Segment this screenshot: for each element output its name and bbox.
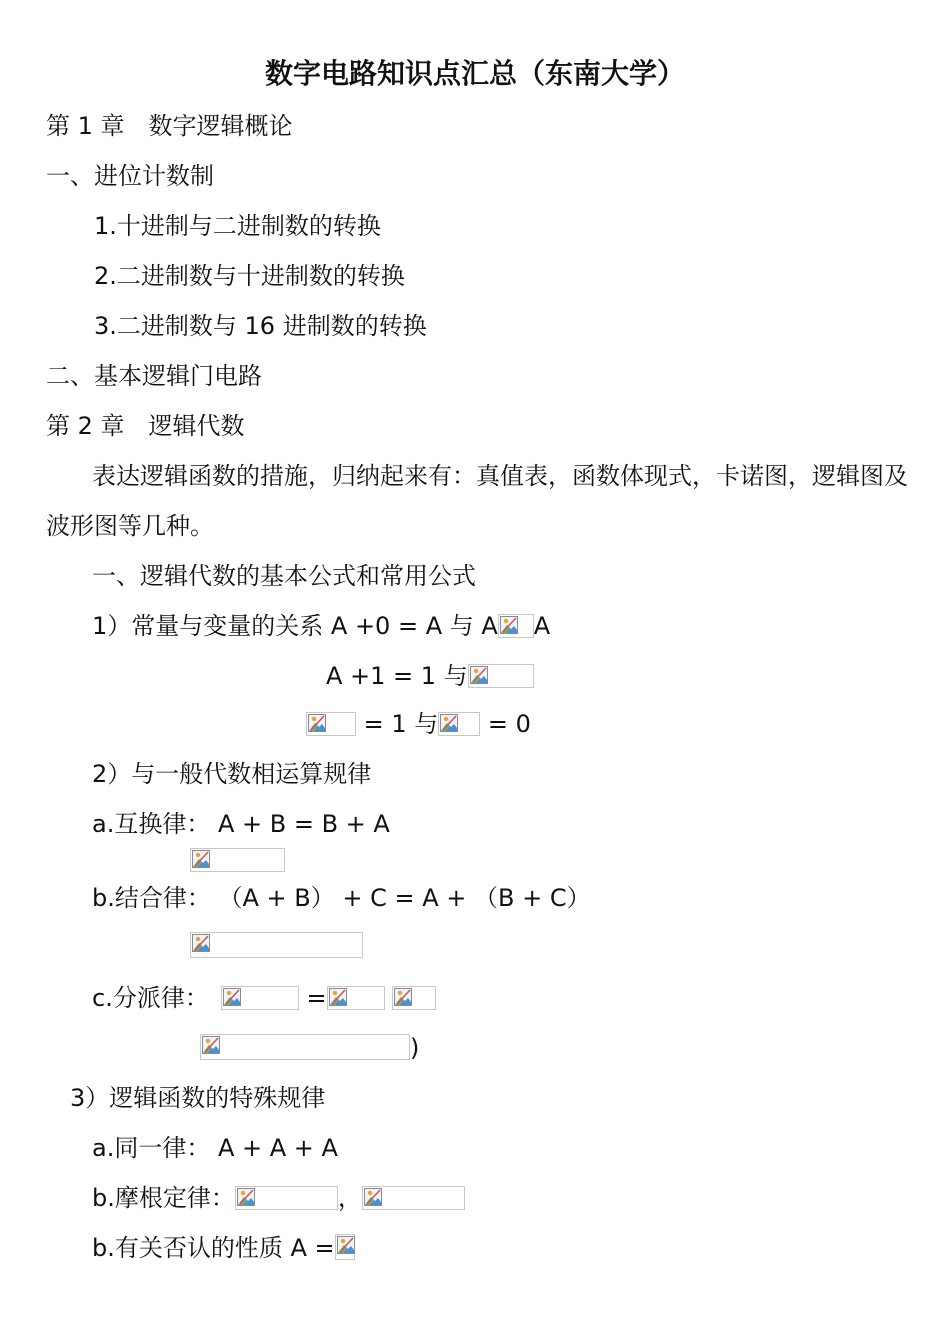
broken-image-icon xyxy=(362,1186,465,1210)
formula-text: ， xyxy=(337,1184,362,1212)
formula-text: = 1 与 xyxy=(363,710,439,738)
formula-image xyxy=(190,848,285,872)
formula-text: b.有关否认的性质 A = xyxy=(92,1234,335,1262)
section-heading: 一、进位计数制 xyxy=(46,162,214,190)
chapter-2-number: 第 2 章 xyxy=(46,412,125,440)
chapter-2-heading xyxy=(46,410,245,442)
formula-text: ) xyxy=(410,1034,420,1062)
formula-text: = xyxy=(306,984,327,1012)
formula-text: A xyxy=(533,612,551,640)
chapter-2-name: 逻辑代数 xyxy=(148,412,245,440)
formula-line xyxy=(92,982,436,1014)
section-heading: 二、基本逻辑门电路 xyxy=(46,362,262,390)
subsection-heading: 一、逻辑代数的基本公式和常用公式 xyxy=(92,562,476,590)
subsection-heading: 2）与一般代数相运算规律 xyxy=(92,760,372,788)
broken-image-icon xyxy=(468,664,534,688)
formula-text: = 0 xyxy=(487,710,531,738)
chapter-1-name: 数字逻辑概论 xyxy=(148,112,293,140)
formula-line: a.互换律： A + B = B + A xyxy=(92,810,390,838)
formula-line xyxy=(92,1182,465,1214)
formula-line xyxy=(92,610,550,642)
broken-image-icon xyxy=(235,1186,338,1210)
broken-image-icon xyxy=(306,712,356,736)
paragraph-line: 表达逻辑函数的措施，归纳起来有：真值表，函数体现式，卡诺图，逻辑图及 xyxy=(92,462,908,490)
broken-image-icon xyxy=(200,1034,410,1060)
broken-image-icon xyxy=(327,986,385,1010)
formula-text: c.分派律： xyxy=(92,984,209,1012)
formula-line xyxy=(326,660,534,692)
broken-image-icon xyxy=(190,932,363,958)
formula-text: 1）常量与变量的关系 A +0 = A 与 A xyxy=(92,612,498,640)
broken-image-icon xyxy=(335,1234,355,1260)
formula-line xyxy=(92,1232,355,1264)
subsection-heading: 3）逻辑函数的特殊规律 xyxy=(70,1084,326,1112)
formula-line xyxy=(200,1032,419,1064)
formula-image xyxy=(190,932,363,958)
list-item: 1.十进制与二进制数的转换 xyxy=(94,212,381,240)
broken-image-icon xyxy=(392,986,436,1010)
paragraph-line: 波形图等几种。 xyxy=(46,512,214,540)
formula-text: b.摩根定律： xyxy=(92,1184,235,1212)
broken-image-icon xyxy=(438,712,480,736)
formula-text: A +1 = 1 与 xyxy=(326,662,468,690)
broken-image-icon xyxy=(221,986,299,1010)
document-title: 数字电路知识点汇总（东南大学） xyxy=(264,57,685,90)
chapter-1-heading xyxy=(46,110,293,142)
list-item: 3.二进制数与 16 进制数的转换 xyxy=(94,312,427,340)
broken-image-icon xyxy=(498,614,534,638)
chapter-1-number: 第 1 章 xyxy=(46,112,125,140)
formula-line: a.同一律： A + A + A xyxy=(92,1134,338,1162)
formula-line: b.结合律： （A + B） + C = A + （B + C） xyxy=(92,884,591,912)
formula-line xyxy=(306,708,531,740)
broken-image-icon xyxy=(190,848,285,872)
list-item: 2.二进制数与十进制数的转换 xyxy=(94,262,405,290)
